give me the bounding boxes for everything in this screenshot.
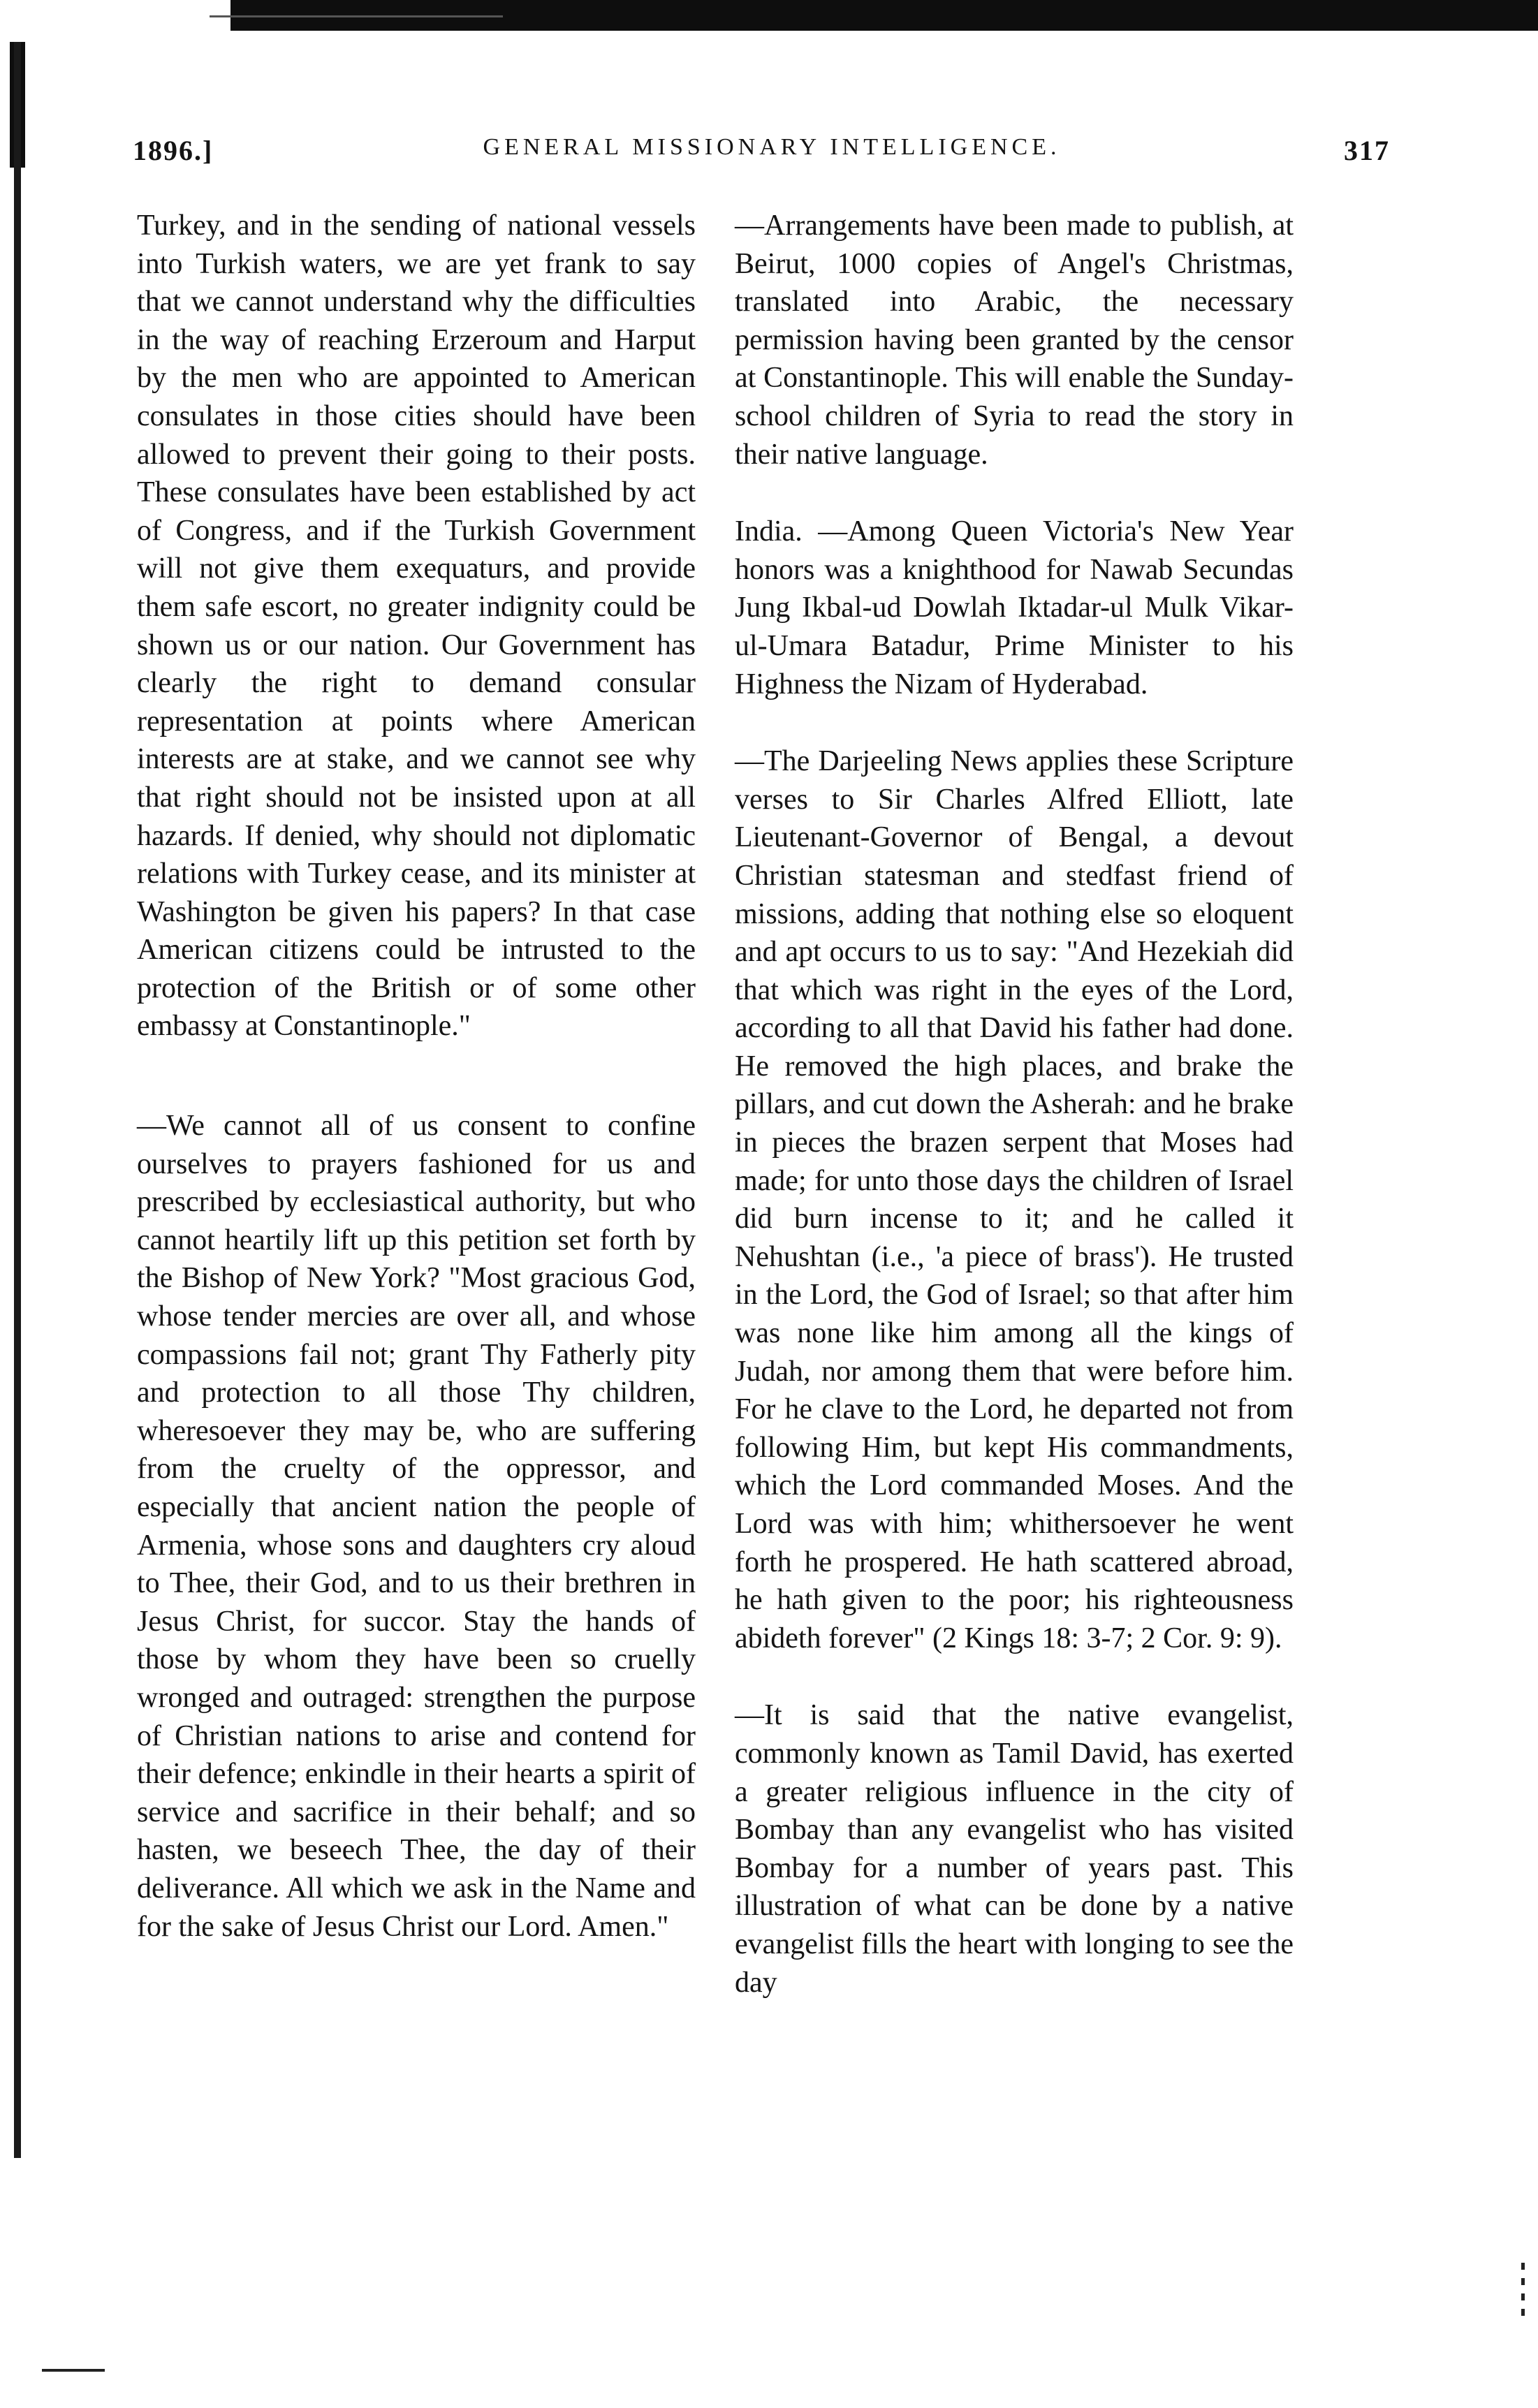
- right-paragraph-darjeeling: —The Darjeeling News applies these Scripture verses to Sir Charles Alfred Elliott, late Lieutenant-Governor of Bengal, a devout Christian statesman and stedfast friend of missions, adding that nothing else so eloquent and apt occurs to us to say: "And Hezekiah did that which was right in the eyes of the Lord, according to all that David his father had done. He removed the high places, and brake the pillars, and cut down the Asherah: and he brake in pieces the brazen serpent that Moses had made; for unto those days the children of Israel did burn incense to it; and he called it Nehushtan (i.e., 'a piece of brass'). He trusted in the Lord, the God of Israel; so that after him was none like him among all the kings of Judah, nor among them that were before him. For he clave to the Lord, he departed not from following Him, but kept His commandments, which the Lord commanded Moses. And the Lord was with him; whithersoever he went forth he prospered. He hath scattered abroad, he hath given to the poor; his righteousness abideth forever" (2 Kings 18: 3-7; 2 Cor. 9: 9).: [735, 745, 1294, 1654]
- page-top-thin-rule: [210, 15, 503, 17]
- margin-tick-mark: [42, 2369, 105, 2372]
- right-paragraph-india: India. —Among Queen Victoria's New Year honors was a knighthood for Nawab Secundas Jung Ikbal-ud Dowlah Iktadar-ul Mulk Vikar-ul-Umara Batadur, Prime Minister to his Highness the Nizam of Hyderabad.: [735, 515, 1294, 700]
- left-column: [137, 207, 696, 1946]
- page-number: 317: [1344, 135, 1390, 166]
- left-paragraph-consulates: Turkey, and in the sending of national vessels into Turkish waters, we are yet frank to say that we cannot understand why the difficulties in the way of reaching Erzeroum and Harput by the men who are appointed to American consulates in those cities should have been allowed to prevent their going to their posts. These consulates have been established by act of Congress, and if the Turkish Government will not give them exequaturs, and provide them safe escort, no greater indignity could be shown us or our nation. Our Government has clearly the right to demand consular representation at points where American interests are at stake, and we cannot see why that right should not be insisted upon at all hazards. If denied, why should not diplomatic relations with Turkey cease, and its minister at Washington be given his papers? In that case American citizens could be intrusted to the protection of the British or of some other embassy at Constantinople.": [137, 210, 696, 1043]
- right-paragraph-tamil-david: —It is said that the native evangelist, commonly known as Tamil David, has exerted a greater religious influence in the city of Bombay than any evangelist who has visited Bombay for a number of years past. This illustration of what can be done by a native evangelist fills the heart with longing to see the day: [735, 1699, 1294, 1999]
- right-column: [735, 207, 1294, 2002]
- left-paragraph-prayer: —We cannot all of us consent to confine ourselves to prayers fashioned for us and prescribed by ecclesiastical authority, but who cannot heartily lift up this petition set forth by the Bishop of New York? "Most gracious God, whose tender mercies are over all, and whose compassions fail not; grant Thy Fatherly pity and protection to all those Thy children, wheresoever they may be, who are suffering from the cruelty of the oppressor, and especially that ancient nation the people of Armenia, whose sons and daughters cry aloud to Thee, their God, and to us their brethren in Jesus Christ, for succor. Stay the hands of those by whom they have been so cruelly wronged and outraged: strengthen the purpose of Christian nations to arise and contend for their defence; enkindle in their hearts a spirit of service and sacrifice in their behalf; and so hasten, we beseech Thee, the day of their deliverance. All which we ask in the Name and for the sake of Jesus Christ our Lord. Amen.": [137, 1110, 696, 1943]
- header-title: GENERAL MISSIONARY INTELLIGENCE.: [483, 134, 1061, 160]
- right-edge-marks: [1521, 2263, 1525, 2319]
- right-paragraph-beirut: —Arrangements have been made to publish, at Beirut, 1000 copies of Angel's Christmas, translated into Arabic, the necessary permission having been granted by the censor at Constantinople. This will enable the Sunday-school children of Syria to read the story in their native language.: [735, 210, 1294, 471]
- header-year: 1896.]: [133, 135, 214, 166]
- binding-edge: [14, 42, 21, 2158]
- running-header: [133, 134, 1390, 176]
